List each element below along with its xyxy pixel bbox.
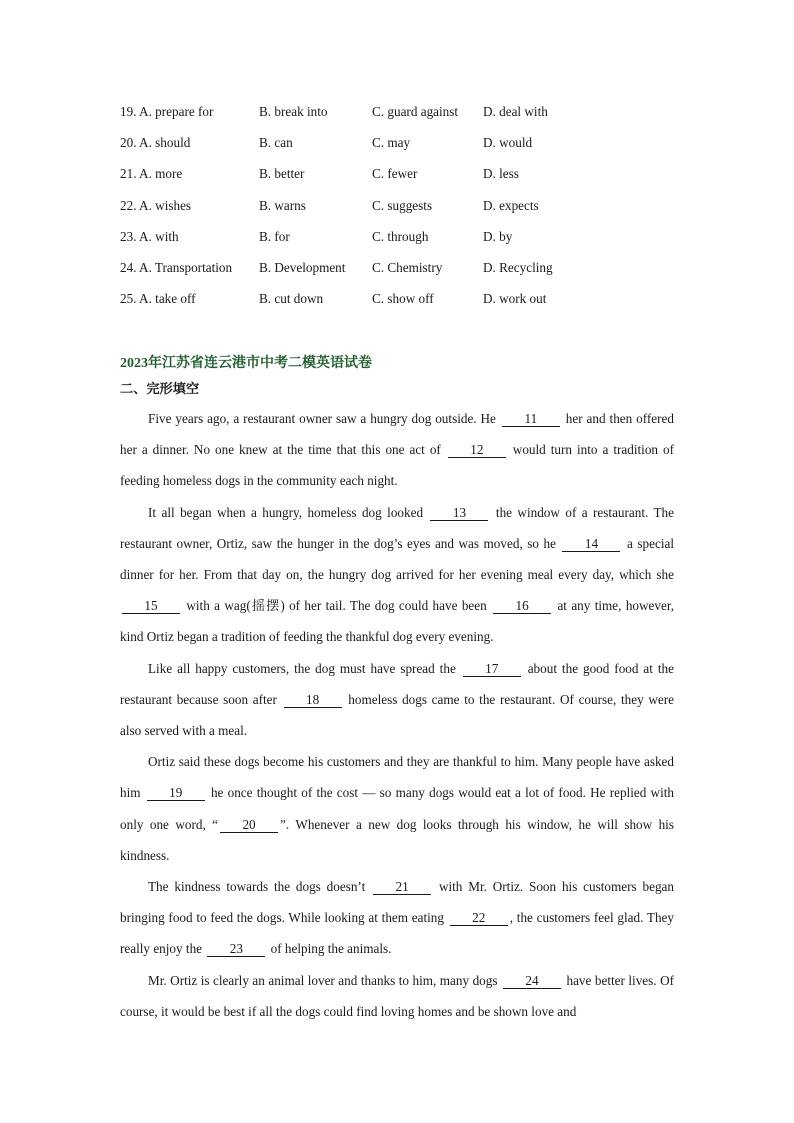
option-d: D. would: [483, 135, 533, 151]
option-row: [120, 259, 640, 290]
option-d: D. expects: [483, 197, 539, 213]
blank-14: 14: [562, 536, 620, 552]
option-row: [120, 134, 640, 165]
option-b: B. cut down: [259, 291, 324, 307]
blank-21: 21: [373, 879, 431, 895]
blank-23: 23: [207, 941, 265, 957]
option-b: B. warns: [259, 197, 306, 213]
blank-16: 16: [493, 598, 551, 614]
blank-13: 13: [430, 505, 488, 521]
paragraph: Five years ago, a restaurant owner saw a hungry dog outside. He 11 her and then offered her a dinner. No one knew at the time that this one act of 12 would turn into a tradition of feeding homeless dogs in the community each night.: [120, 411, 674, 489]
options-list: [120, 103, 640, 321]
option-a: 23. A. with: [120, 228, 179, 244]
option-a: 19. A. prepare for: [120, 104, 214, 119]
option-c: C. fewer: [372, 166, 418, 182]
option-c: C. guard against: [372, 104, 459, 119]
option-d: D. by: [483, 228, 513, 244]
blank-20: 20: [220, 817, 278, 833]
paragraph: Mr. Ortiz is clearly an animal lover and thanks to him, many dogs 24 have better lives. Of course, it would be best if all the dogs could find loving homes and be shown love and: [120, 972, 674, 1019]
option-a: 22. A. wishes: [120, 197, 192, 213]
option-row: [120, 228, 640, 259]
paragraph: Ortiz said these dogs become his customers and they are thankful to him. Many people have asked him 19 he once thought of the cost — so many dogs would eat a lot of food. He replied with only one word, “ 20 ”. Whenever a new dog looks through his window, he will show his kindness.: [120, 754, 674, 863]
option-c: C. Chemistry: [372, 259, 443, 275]
option-b: B. Development: [259, 259, 346, 275]
section-heading: 二、完形填空: [120, 381, 200, 396]
blank-15: 15: [122, 598, 180, 614]
passage: [120, 403, 674, 1027]
blank-24: 24: [503, 973, 561, 989]
option-d: D. deal with: [483, 104, 548, 119]
option-d: D. work out: [483, 291, 547, 307]
option-c: C. suggests: [372, 197, 433, 213]
option-a: 25. A. take off: [120, 291, 196, 307]
option-b: B. for: [259, 228, 290, 244]
exam-title: 2023年江苏省连云港市中考二模英语试卷: [120, 356, 372, 371]
option-a: 21. A. more: [120, 166, 183, 182]
option-b: B. better: [259, 166, 305, 182]
paragraph: Like all happy customers, the dog must have spread the 17 about the good food at the restaurant because soon after 18 homeless dogs came to the restaurant. Of course, they were also served with a meal.: [120, 660, 675, 739]
option-row: [120, 197, 640, 228]
blank-11: 11: [502, 411, 560, 427]
option-d: D. Recycling: [483, 259, 553, 275]
blank-12: 12: [448, 442, 506, 458]
option-b: B. can: [259, 135, 293, 151]
blank-22: 22: [450, 910, 508, 926]
blank-18: 18: [284, 692, 342, 708]
blank-19: 19: [147, 785, 205, 801]
blank-17: 17: [463, 661, 521, 677]
option-a: 24. A. Transportation: [120, 259, 233, 275]
paragraph: The kindness towards the dogs doesn’t 21 with Mr. Ortiz. Soon his customers began bringing food to feed the dogs. While looking at them eating 22 , the customers feel glad. They really enjoy the 23 of helping the animals.: [120, 879, 674, 957]
option-b: B. break into: [259, 104, 328, 119]
option-c: C. through: [372, 228, 429, 244]
option-c: C. may: [372, 135, 411, 151]
option-row: [120, 103, 640, 134]
paragraph: It all began when a hungry, homeless dog looked 13 the window of a restaurant. The restaurant owner, Ortiz, saw the hunger in the dog’s eyes and was moved, so he 14 a special dinner for her. From that day on, the hungry dog arrived for her evening meal every day, which she 15 with a wag(摇摆) of her tail. The dog could have been 16 at any time, however, kind Ortiz began a tradition of feeding the thankful dog every evening.: [120, 504, 674, 645]
option-row: [120, 165, 640, 196]
option-c: C. show off: [372, 291, 434, 307]
option-d: D. less: [483, 166, 519, 182]
option-a: 20. A. should: [120, 135, 191, 151]
option-row: [120, 290, 640, 321]
